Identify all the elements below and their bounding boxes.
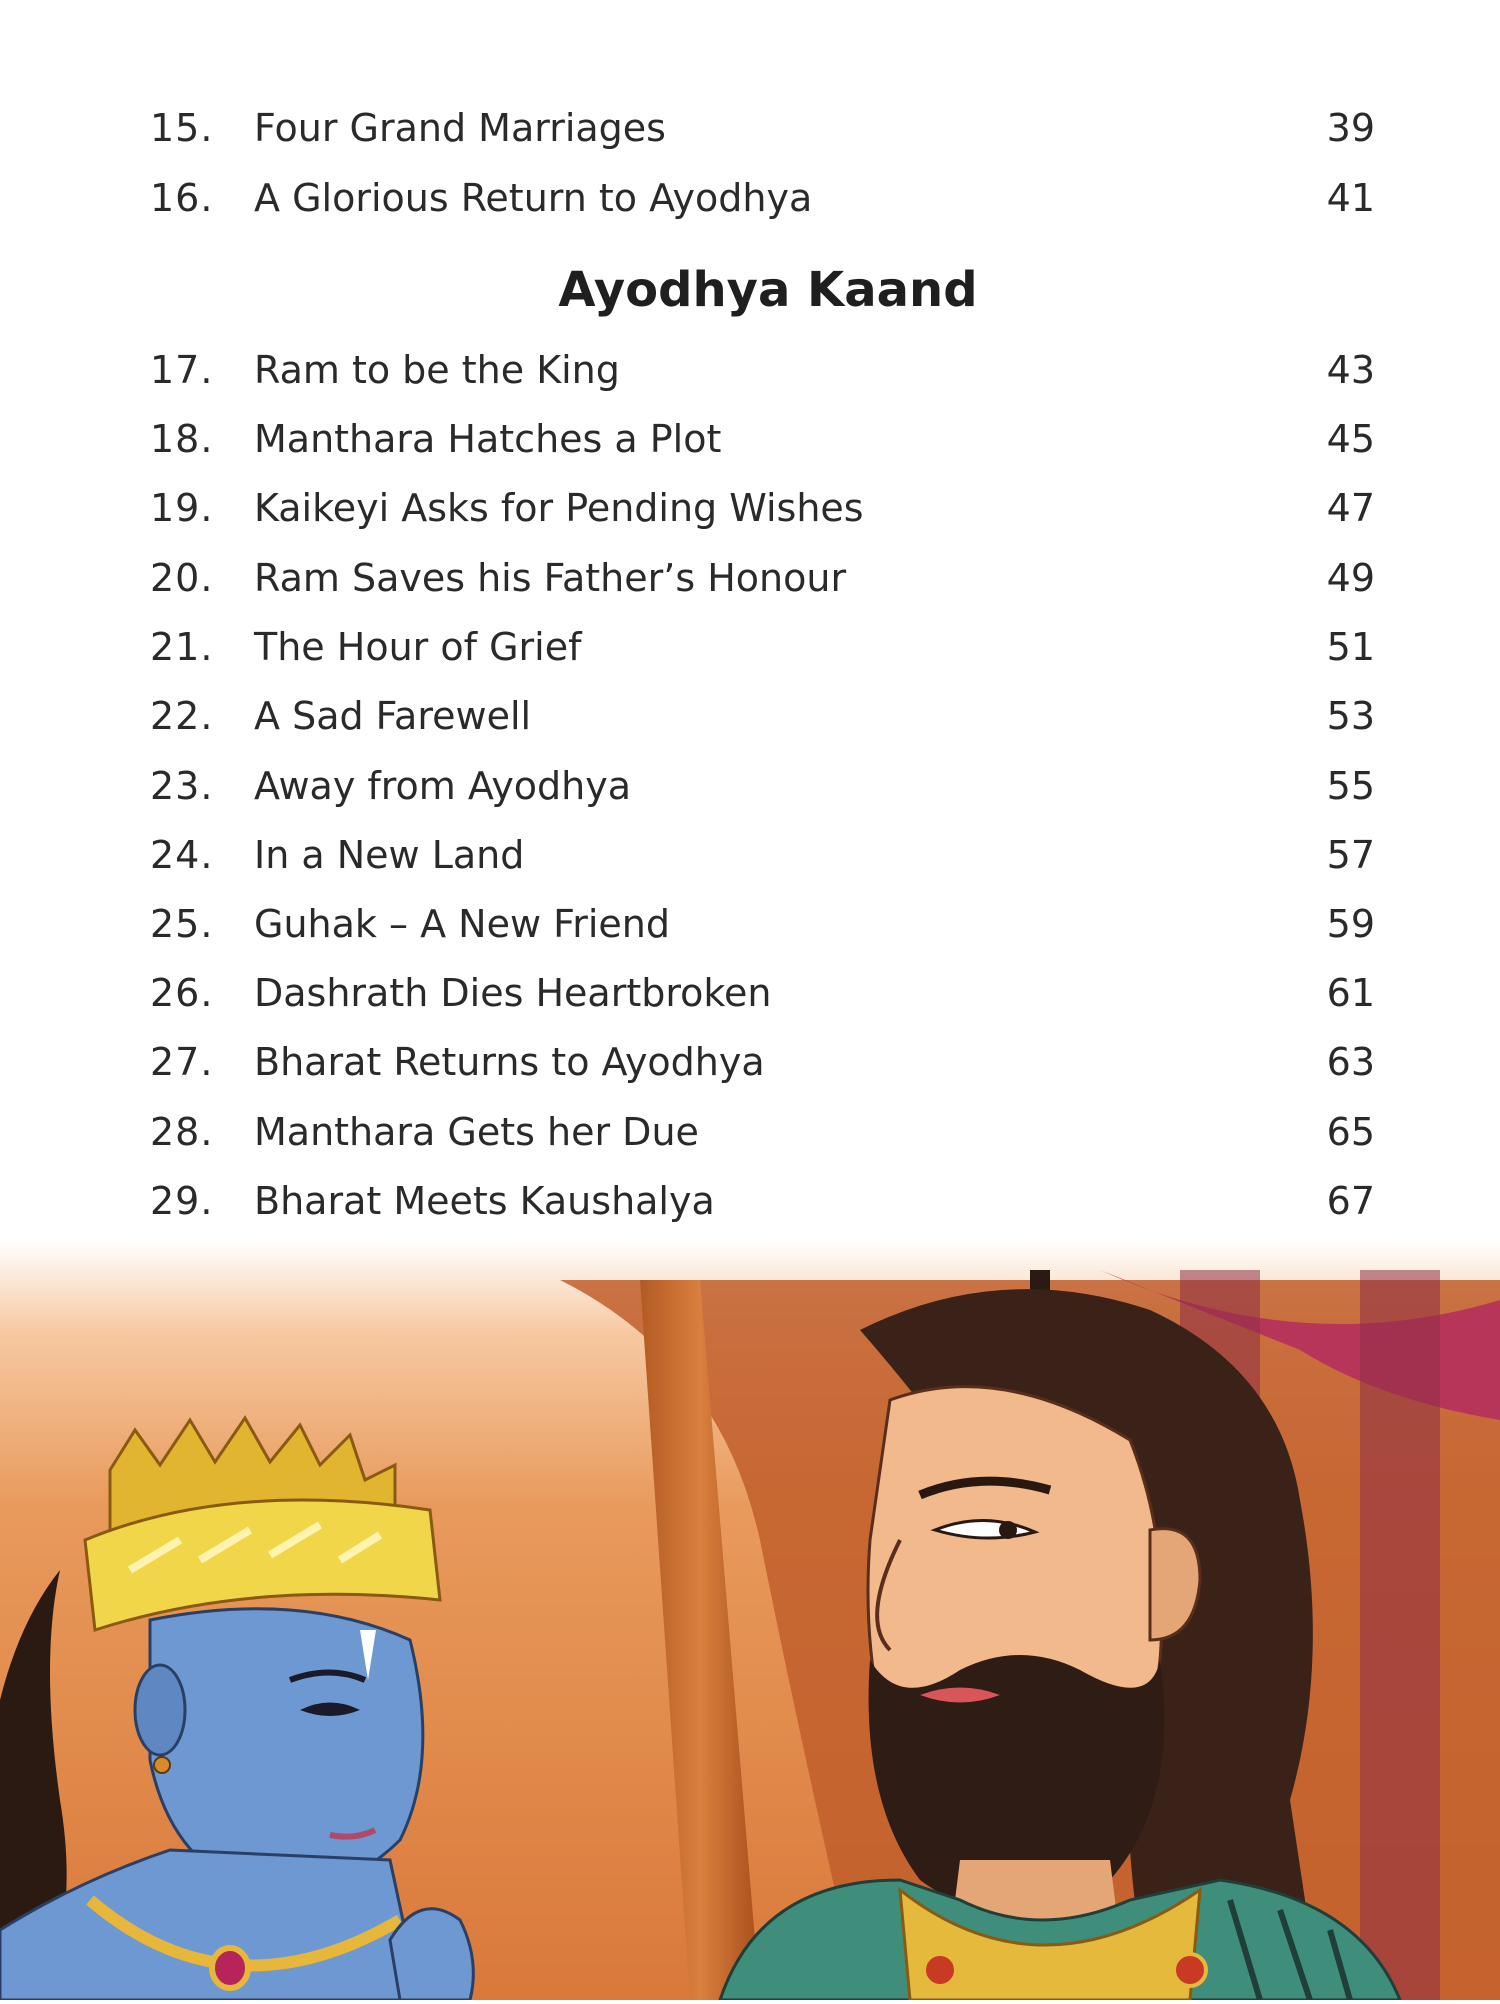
page-number: 61: [1326, 971, 1375, 1015]
toc-entry: [0, 686, 1500, 746]
page-number: 49: [1326, 556, 1375, 600]
chapter-title: Bharat Returns to Ayodhya: [254, 1040, 765, 1084]
toc-entry: [0, 548, 1500, 608]
chapter-number: 15.: [150, 106, 214, 150]
toc-entry: [0, 1171, 1500, 1231]
chapter-number: 24.: [150, 833, 214, 877]
chapter-title: Guhak – A New Friend: [254, 902, 670, 946]
page-number: 55: [1326, 764, 1375, 808]
page-number: 41: [1326, 176, 1375, 220]
toc-entry: [0, 825, 1500, 885]
chapter-number: 28.: [150, 1110, 214, 1154]
chapter-number: 23.: [150, 764, 214, 808]
page-number: 53: [1326, 694, 1375, 738]
chapter-number: 17.: [150, 348, 214, 392]
chapter-title: Away from Ayodhya: [254, 764, 632, 808]
chapter-number: 26.: [150, 971, 214, 1015]
page-number: 67: [1326, 1179, 1375, 1223]
page-number: 43: [1326, 348, 1375, 392]
chapter-title: Bharat Meets Kaushalya: [254, 1179, 715, 1223]
chapter-title: Kaikeyi Asks for Pending Wishes: [254, 486, 864, 530]
chapter-number: 25.: [150, 902, 214, 946]
toc-entry: [0, 756, 1500, 816]
chapter-number: 29.: [150, 1179, 214, 1223]
chapter-title: Manthara Hatches a Plot: [254, 417, 722, 461]
toc-entry: [0, 478, 1500, 538]
chapter-title: A Glorious Return to Ayodhya: [254, 176, 813, 220]
page-number: 57: [1326, 833, 1375, 877]
toc-entry: [0, 1032, 1500, 1092]
chapter-title: Four Grand Marriages: [254, 106, 666, 150]
toc-entry: [0, 409, 1500, 469]
toc-entry: [0, 617, 1500, 677]
page-number: 59: [1326, 902, 1375, 946]
chapter-title: The Hour of Grief: [254, 625, 582, 669]
chapter-title: A Sad Farewell: [254, 694, 532, 738]
toc-entry: [0, 963, 1500, 1023]
chapter-number: 16.: [150, 176, 214, 220]
page-number: 45: [1326, 417, 1375, 461]
toc-entry: [0, 168, 1500, 228]
toc-entry: [0, 98, 1500, 158]
chapter-number: 21.: [150, 625, 214, 669]
toc-entry: [0, 340, 1500, 400]
page-number: 39: [1326, 106, 1375, 150]
page-number: 47: [1326, 486, 1375, 530]
section-heading: Ayodhya Kaand: [558, 262, 978, 318]
illustration: [0, 1240, 1500, 2000]
chapter-number: 18.: [150, 417, 214, 461]
chapter-title: Dashrath Dies Heartbroken: [254, 971, 772, 1015]
toc-entry: [0, 1102, 1500, 1162]
chapter-number: 19.: [150, 486, 214, 530]
chapter-title: Ram Saves his Father’s Honour: [254, 556, 847, 600]
page-number: 63: [1326, 1040, 1375, 1084]
page-number: 65: [1326, 1110, 1375, 1154]
chapter-number: 22.: [150, 694, 214, 738]
chapter-number: 27.: [150, 1040, 214, 1084]
chapter-number: 20.: [150, 556, 214, 600]
chapter-title: Ram to be the King: [254, 348, 620, 392]
toc-entry: [0, 894, 1500, 954]
page-number: 51: [1326, 625, 1375, 669]
chapter-title: In a New Land: [254, 833, 525, 877]
chapter-title: Manthara Gets her Due: [254, 1110, 699, 1154]
